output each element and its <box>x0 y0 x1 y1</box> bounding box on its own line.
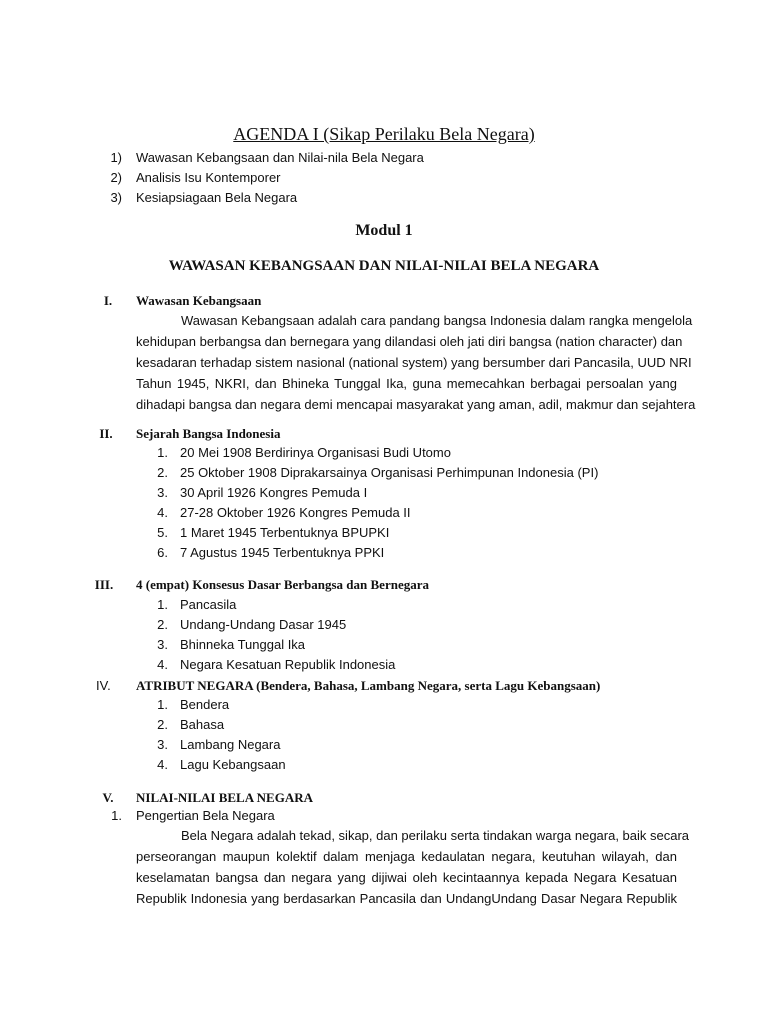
paragraph-line: Bela Negara adalah tekad, sikap, dan perilaku serta tindakan warga negara, baik secara <box>181 828 690 843</box>
subsection-heading: Pengertian Bela Negara <box>136 808 275 823</box>
section-heading: Sejarah Bangsa Indonesia <box>136 426 281 441</box>
paragraph-line: keselamatan bangsa dan negara yang dijiwai oleh kecintaannya kepada Negara Kesatuan <box>136 870 677 885</box>
section-heading: ATRIBUT NEGARA (Bendera, Bahasa, Lambang Negara, serta Lagu Kebangsaan) <box>136 678 601 693</box>
paragraph-line: Republik Indonesia yang berdasarkan Pancasila dan UndangUndang Dasar Negara Republik <box>136 891 677 906</box>
modul-title: WAWASAN KEBANGSAAN DAN NILAI-NILAI BELA NEGARA <box>168 258 600 274</box>
subsection-number: 1. <box>111 808 122 823</box>
list-item-number: 3. <box>157 637 168 652</box>
agenda-item-text: Wawasan Kebangsaan dan Nilai-nila Bela Negara <box>136 150 424 165</box>
list-item: 20 Mei 1908 Berdirinya Organisasi Budi Utomo <box>180 445 451 460</box>
list-item-number: 1. <box>157 597 168 612</box>
agenda-item-number: 3) <box>110 190 122 205</box>
section-heading: Wawasan Kebangsaan <box>136 293 262 308</box>
paragraph-line: Tahun 1945, NKRI, dan Bhineka Tunggal Ika, guna memecahkan berbagai persoalan yang <box>136 376 677 391</box>
section-paragraph <box>136 310 696 415</box>
agenda-item-number: 1) <box>110 150 122 165</box>
section-heading: 4 (empat) Konsesus Dasar Berbangsa dan Bernegara <box>136 577 429 592</box>
list-item: Negara Kesatuan Republik Indonesia <box>180 657 396 672</box>
list-item: Bendera <box>180 697 230 712</box>
list-item-number: 5. <box>157 525 168 540</box>
paragraph-line: perseorangan maupun kolektif dalam menjaga kedaulatan negara, keutuhan wilayah, dan <box>136 849 677 864</box>
list-item-number: 2. <box>157 465 168 480</box>
list-item-number: 3. <box>157 737 168 752</box>
section-numeral: V. <box>102 790 114 805</box>
list-item-number: 1. <box>157 697 168 712</box>
paragraph-line: kesadaran terhadap sistem nasional (national system) yang bersumber dari Pancasila, UUD NRI <box>136 355 692 370</box>
list-item-number: 3. <box>157 485 168 500</box>
list-item: Lambang Negara <box>180 737 281 752</box>
agenda-title: AGENDA I (Sikap Perilaku Bela Negara) <box>233 124 535 144</box>
list-item: Bahasa <box>180 717 225 732</box>
list-item-number: 4. <box>157 657 168 672</box>
section-heading: NILAI-NILAI BELA NEGARA <box>136 790 313 805</box>
list-item: 1 Maret 1945 Terbentuknya BPUPKI <box>180 525 390 540</box>
paragraph-line: kehidupan berbangsa dan bernegara yang dilandasi oleh jati diri bangsa (nation character) dan <box>136 334 683 349</box>
paragraph-line: dihadapi bangsa dan negara demi mencapai masyarakat yang aman, adil, makmur dan sejahtera <box>136 397 696 412</box>
list-item-number: 2. <box>157 617 168 632</box>
list-item: Bhinneka Tunggal Ika <box>180 637 306 652</box>
list-item: Lagu Kebangsaan <box>180 757 286 772</box>
agenda-item-number: 2) <box>110 170 122 185</box>
list-item-number: 1. <box>157 445 168 460</box>
section-numeral: II. <box>99 426 113 441</box>
list-item-number: 2. <box>157 717 168 732</box>
section-numeral: I. <box>103 293 113 308</box>
section-numeral: III. <box>94 577 114 592</box>
section-numeral: IV. <box>96 678 111 693</box>
agenda-item-text: Kesiapsiagaan Bela Negara <box>136 190 298 205</box>
agenda-item-text: Analisis Isu Kontemporer <box>136 170 281 185</box>
modul-label: Modul 1 <box>355 222 413 239</box>
section-paragraph <box>136 825 690 909</box>
list-item: 25 Oktober 1908 Diprakarsainya Organisasi Perhimpunan Indonesia (PI) <box>180 465 599 480</box>
list-item: Undang-Undang Dasar 1945 <box>180 617 347 632</box>
list-item: 7 Agustus 1945 Terbentuknya PPKI <box>180 545 385 560</box>
list-item: Pancasila <box>180 597 237 612</box>
paragraph-line: Wawasan Kebangsaan adalah cara pandang bangsa Indonesia dalam rangka mengelola <box>181 313 693 328</box>
list-item: 30 April 1926 Kongres Pemuda I <box>180 485 368 500</box>
list-item-number: 4. <box>157 757 168 772</box>
list-item: 27-28 Oktober 1926 Kongres Pemuda II <box>180 505 411 520</box>
list-item-number: 6. <box>157 545 168 560</box>
list-item-number: 4. <box>157 505 168 520</box>
